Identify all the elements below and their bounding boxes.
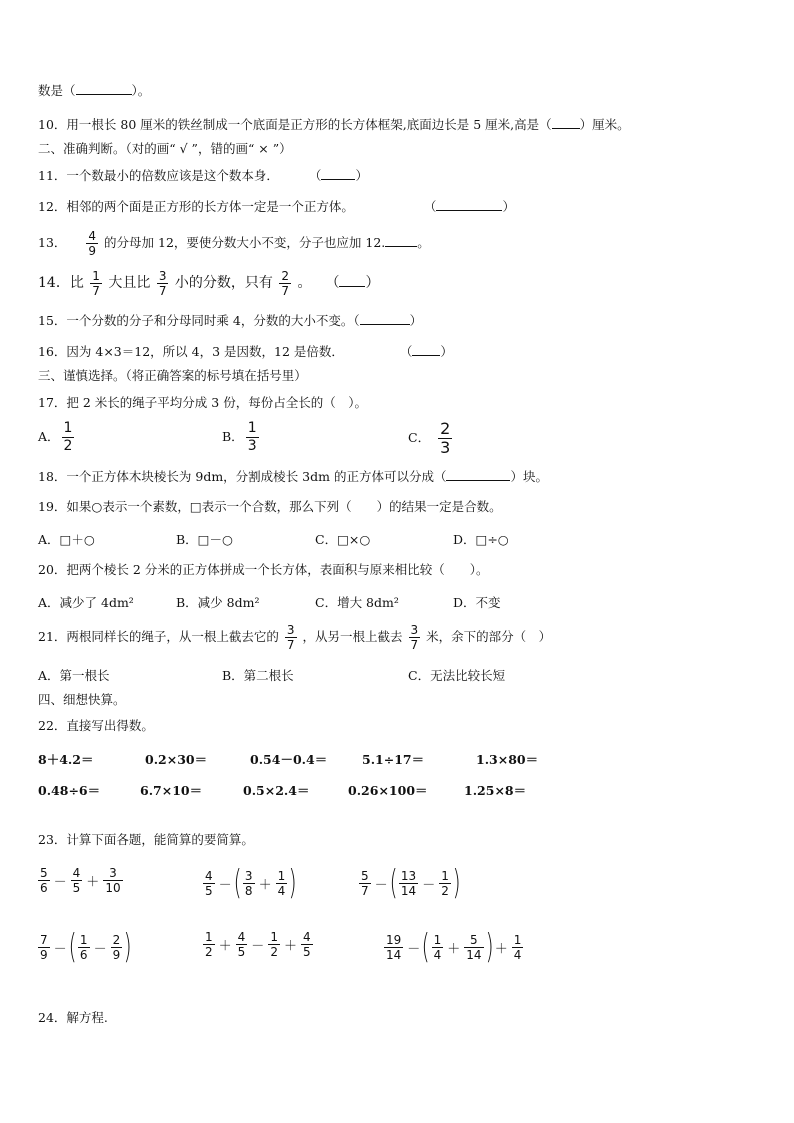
option-c[interactable]: C．无法比较长短 (408, 668, 506, 683)
answer-blank[interactable] (436, 198, 502, 211)
option-c[interactable]: C．增大 8dm² (315, 595, 399, 610)
option-a[interactable]: A．□＋○ (38, 532, 95, 547)
question-13: 13． $\frac{4}{9}$ 的分母加 12，要使分数大小不变，分子也应加 12. 。 (38, 229, 430, 258)
expression-1: 5 6 － 4 5 ＋ 3 10 (40, 866, 121, 895)
expression-5: 1 2 ＋ 4 5 － 1 2 ＋ 4 5 (205, 930, 311, 959)
q9-tail: 数是（ ）。 (38, 83, 151, 98)
option-b[interactable]: B． $\frac{1}{3}$ (222, 420, 257, 454)
section-3-heading: 三、谨慎选择。（将正确答案的标号填在括号里） (38, 368, 307, 383)
answer-blank[interactable] (76, 82, 132, 95)
question-20: 20．把两个棱长 2 分米的正方体拼成一个长方体，表面积与原来相比较（ ）。 (38, 562, 489, 577)
option-d[interactable]: D．□÷○ (453, 532, 509, 547)
answer-blank[interactable] (339, 274, 365, 287)
question-10: 10．用一根长 80 厘米的铁丝制成一个底面是正方形的长方体框架,底面边长是 5 厘米,高是（ ）厘米。 (38, 117, 630, 132)
calc-item: 0.48÷6＝ (38, 783, 101, 798)
question-24: 24．解方程. (38, 1010, 108, 1025)
expression-2: 4 5 － ( 3 8 ＋ 1 4 ) (205, 863, 297, 903)
fraction: $\frac{4}{9}$ (88, 229, 97, 258)
option-c[interactable]: C．□×○ (315, 532, 371, 547)
question-16: 16．因为 4×3＝12，所以 4，3 是因数，12 是倍数． （ ） (38, 344, 453, 359)
question-17: 17．把 2 米长的绳子平均分成 3 份，每份占全长的（ ）。 (38, 395, 367, 410)
expression-3: 5 7 － ( 13 14 － 1 2 ) (361, 863, 461, 903)
question-15: 15．一个分数的分子和分母同时乘 4，分数的大小不变。（ ） (38, 313, 423, 328)
fraction: $\frac{3}{7}$ (158, 268, 167, 298)
calc-item: 0.5×2.4＝ (243, 783, 310, 798)
calc-item: 0.2×30＝ (145, 752, 208, 767)
answer-blank[interactable] (385, 234, 417, 247)
expression-4: 7 9 － ( 1 6 － 2 9 ) (40, 927, 132, 967)
question-11: 11．一个数最小的倍数应该是这个数本身． （ ） (38, 168, 368, 183)
fraction: $\frac{2}{7}$ (281, 268, 290, 298)
expression-6: 19 14 － ( 1 4 ＋ 5 14 ) ＋ 1 4 (386, 927, 522, 967)
fraction: $\frac{3}{7}$ (286, 623, 295, 652)
option-a[interactable]: A．第一根长 (38, 668, 110, 683)
answer-blank[interactable] (360, 312, 410, 325)
question-23: 23．计算下面各题，能简算的要简算。 (38, 832, 254, 847)
option-c[interactable]: C． $\frac{2}{3}$ (408, 419, 451, 457)
calc-item: 0.26×100＝ (348, 783, 428, 798)
calc-item: 8＋4.2＝ (38, 752, 94, 767)
option-b[interactable]: B．□－○ (176, 532, 233, 547)
question-12: 12．相邻的两个面是正方形的长方体一定是一个正方体。 （ ） (38, 199, 515, 214)
calc-item: 0.54－0.4＝ (250, 752, 328, 767)
calc-item: 1.3×80＝ (476, 752, 539, 767)
option-a[interactable]: A．减少了 4dm² (38, 595, 134, 610)
fraction: $\frac{3}{7}$ (410, 623, 419, 652)
question-21: 21．两根同样长的绳子，从一根上截去它的 $\frac{3}{7}$ ，从另一根上截去 $\frac{3}{7}$ 米，余下的部分（ ） (38, 623, 552, 652)
question-14: 14．比 $\frac{1}{7}$ 大且比 $\frac{3}{7}$ 小的分数，只有 $\frac{2}{7}$ 。 （ ） (38, 268, 380, 298)
section-2-heading: 二、准确判断。（对的画“ √ ”，错的画“ × ”） (38, 141, 292, 156)
calc-item: 1.25×8＝ (464, 783, 527, 798)
section-4-heading: 四、细想快算。 (38, 692, 126, 707)
option-d[interactable]: D．不变 (453, 595, 501, 610)
question-18: 18．一个正方体木块棱长为 9dm，分割成棱长 3dm 的正方体可以分成（ ）块。 (38, 469, 548, 484)
question-22: 22．直接写出得数。 (38, 718, 154, 733)
answer-blank[interactable] (412, 343, 440, 356)
answer-blank[interactable] (552, 116, 580, 129)
question-19: 19．如果○表示一个素数，□表示一个合数，那么下列（ ）的结果一定是合数。 (38, 499, 502, 514)
option-b[interactable]: B．第二根长 (222, 668, 294, 683)
option-a[interactable]: A． $\frac{1}{2}$ (38, 420, 73, 454)
calc-item: 6.7×10＝ (140, 783, 203, 798)
calc-item: 5.1÷17＝ (362, 752, 425, 767)
option-b[interactable]: B．减少 8dm² (176, 595, 260, 610)
fraction: $\frac{1}{7}$ (92, 268, 100, 298)
answer-blank[interactable] (321, 167, 355, 180)
answer-blank[interactable] (446, 468, 510, 481)
